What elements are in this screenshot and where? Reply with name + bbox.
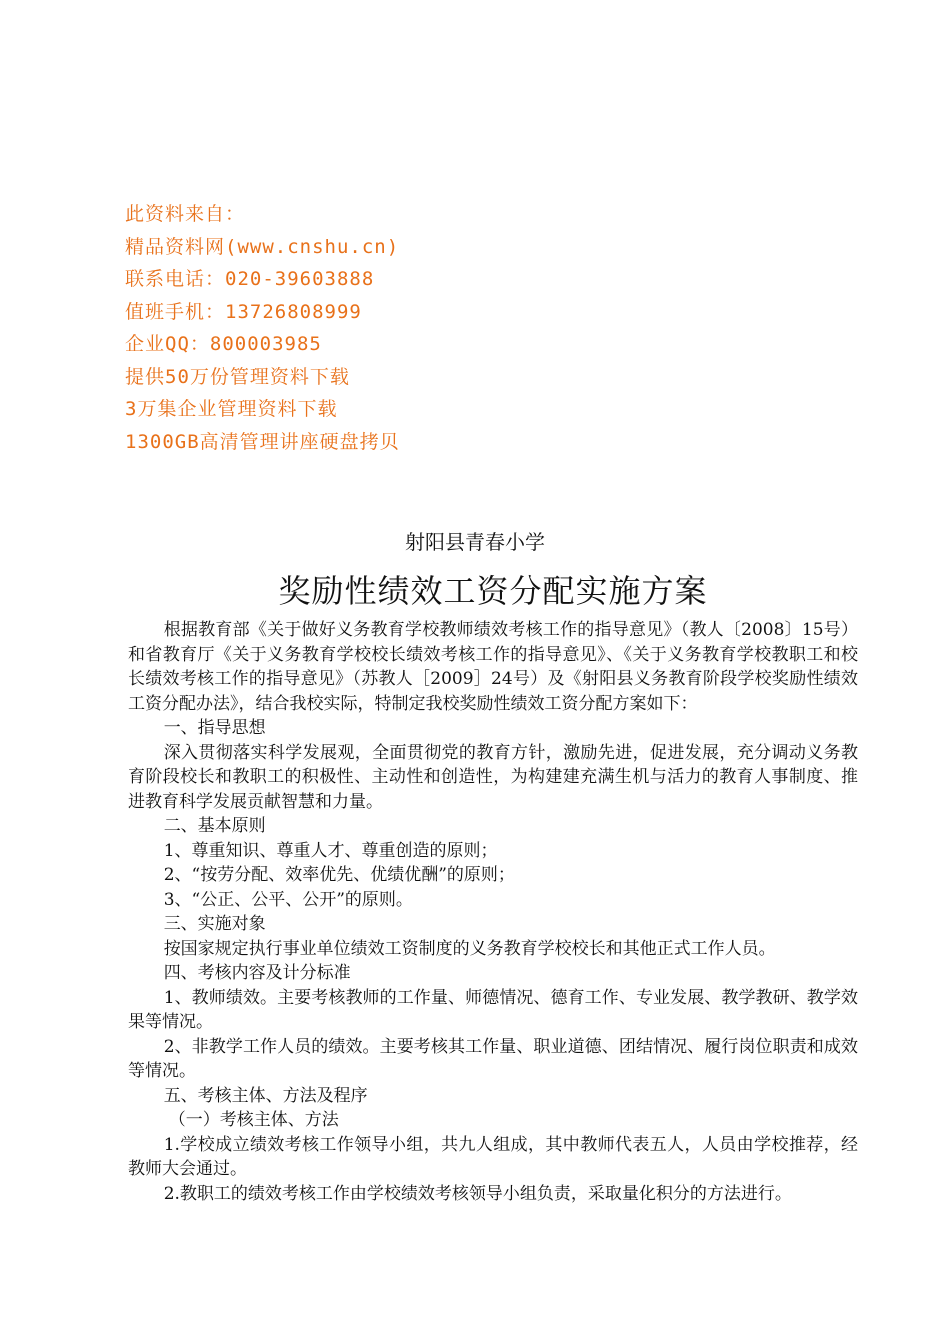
document-body xyxy=(128,618,858,1206)
section-heading: 五、考核主体、方法及程序 xyxy=(163,1085,368,1106)
list-item: 2.教职工的绩效考核工作由学校绩效考核领导小组负责，采取量化积分的方法进行。 xyxy=(163,1183,792,1204)
list-item: 1.学校成立绩效考核工作领导小组，共九人组成，其中教师代表五人，人员由学校推荐，经教师大会通过。 xyxy=(128,1134,858,1179)
list-item: 1、尊重知识、尊重人才、尊重创造的原则； xyxy=(163,840,498,861)
source-notice-line: 值班手机：13726808999 xyxy=(125,300,362,323)
section-heading: 四、考核内容及计分标准 xyxy=(163,963,351,983)
source-notice-line: 3万集企业管理资料下载 xyxy=(125,398,338,420)
source-notice-line: 提供50万份管理资料下载 xyxy=(125,365,350,388)
source-notice-line: 企业QQ：800003985 xyxy=(125,333,322,355)
school-name: 射阳县青春小学 xyxy=(405,530,545,554)
intro-paragraph: 根据教育部《关于做好义务教育学校教师绩效考核工作的指导意见》（教人〔2008〕15号）和省教育厅《关于义务教育学校校长绩效考核工作的指导意见》、《关于义务教育学校教职工和校长绩效考核工作的指导意见》（苏教人［2009］24号）及《射阳县义务教育阶段学校奖励性绩效工资分配办法》，结合我校实际，特制定我校奖励性绩效工资分配方案如下： xyxy=(128,620,858,714)
section-paragraph: 按国家规定执行事业单位绩效工资制度的义务教育学校校长和其他正式工作人员。 xyxy=(163,938,776,959)
list-item: 2、非教学工作人员的绩效。主要考核其工作量、职业道德、团结情况、履行岗位职责和成效等情况。 xyxy=(128,1036,858,1081)
section-paragraph: 深入贯彻落实科学发展观，全面贯彻党的教育方针，激励先进，促进发展，充分调动义务教育阶段校长和教职工的积极性、主动性和创造性，为构建建充满生机与活力的教育人事制度、推进教育科学发展贡献智慧和力量。 xyxy=(128,742,858,812)
source-notice xyxy=(125,198,625,458)
source-notice-line: 1300GB高清管理讲座硬盘拷贝 xyxy=(125,430,400,453)
sub-heading: （一）考核主体、方法 xyxy=(168,1110,339,1130)
section-heading: 三、实施对象 xyxy=(163,914,266,934)
section-heading: 二、基本原则 xyxy=(163,816,266,836)
document-title: 奖励性绩效工资分配实施方案 xyxy=(278,572,708,610)
source-notice-line: 联系电话：020-39603888 xyxy=(125,268,375,290)
list-item: 3、“公正、公平、公开”的原则。 xyxy=(163,889,413,910)
source-notice-line: 此资料来自： xyxy=(125,203,246,225)
list-item: 2、“按劳分配、效率优先、优绩优酬”的原则； xyxy=(163,865,515,885)
source-notice-line: 精品资料网(www.cnshu.cn) xyxy=(125,235,400,258)
list-item: 1、教师绩效。主要考核教师的工作量、师德情况、德育工作、专业发展、教学教研、教学效果等情况。 xyxy=(128,987,858,1032)
section-heading: 一、指导思想 xyxy=(163,718,266,738)
